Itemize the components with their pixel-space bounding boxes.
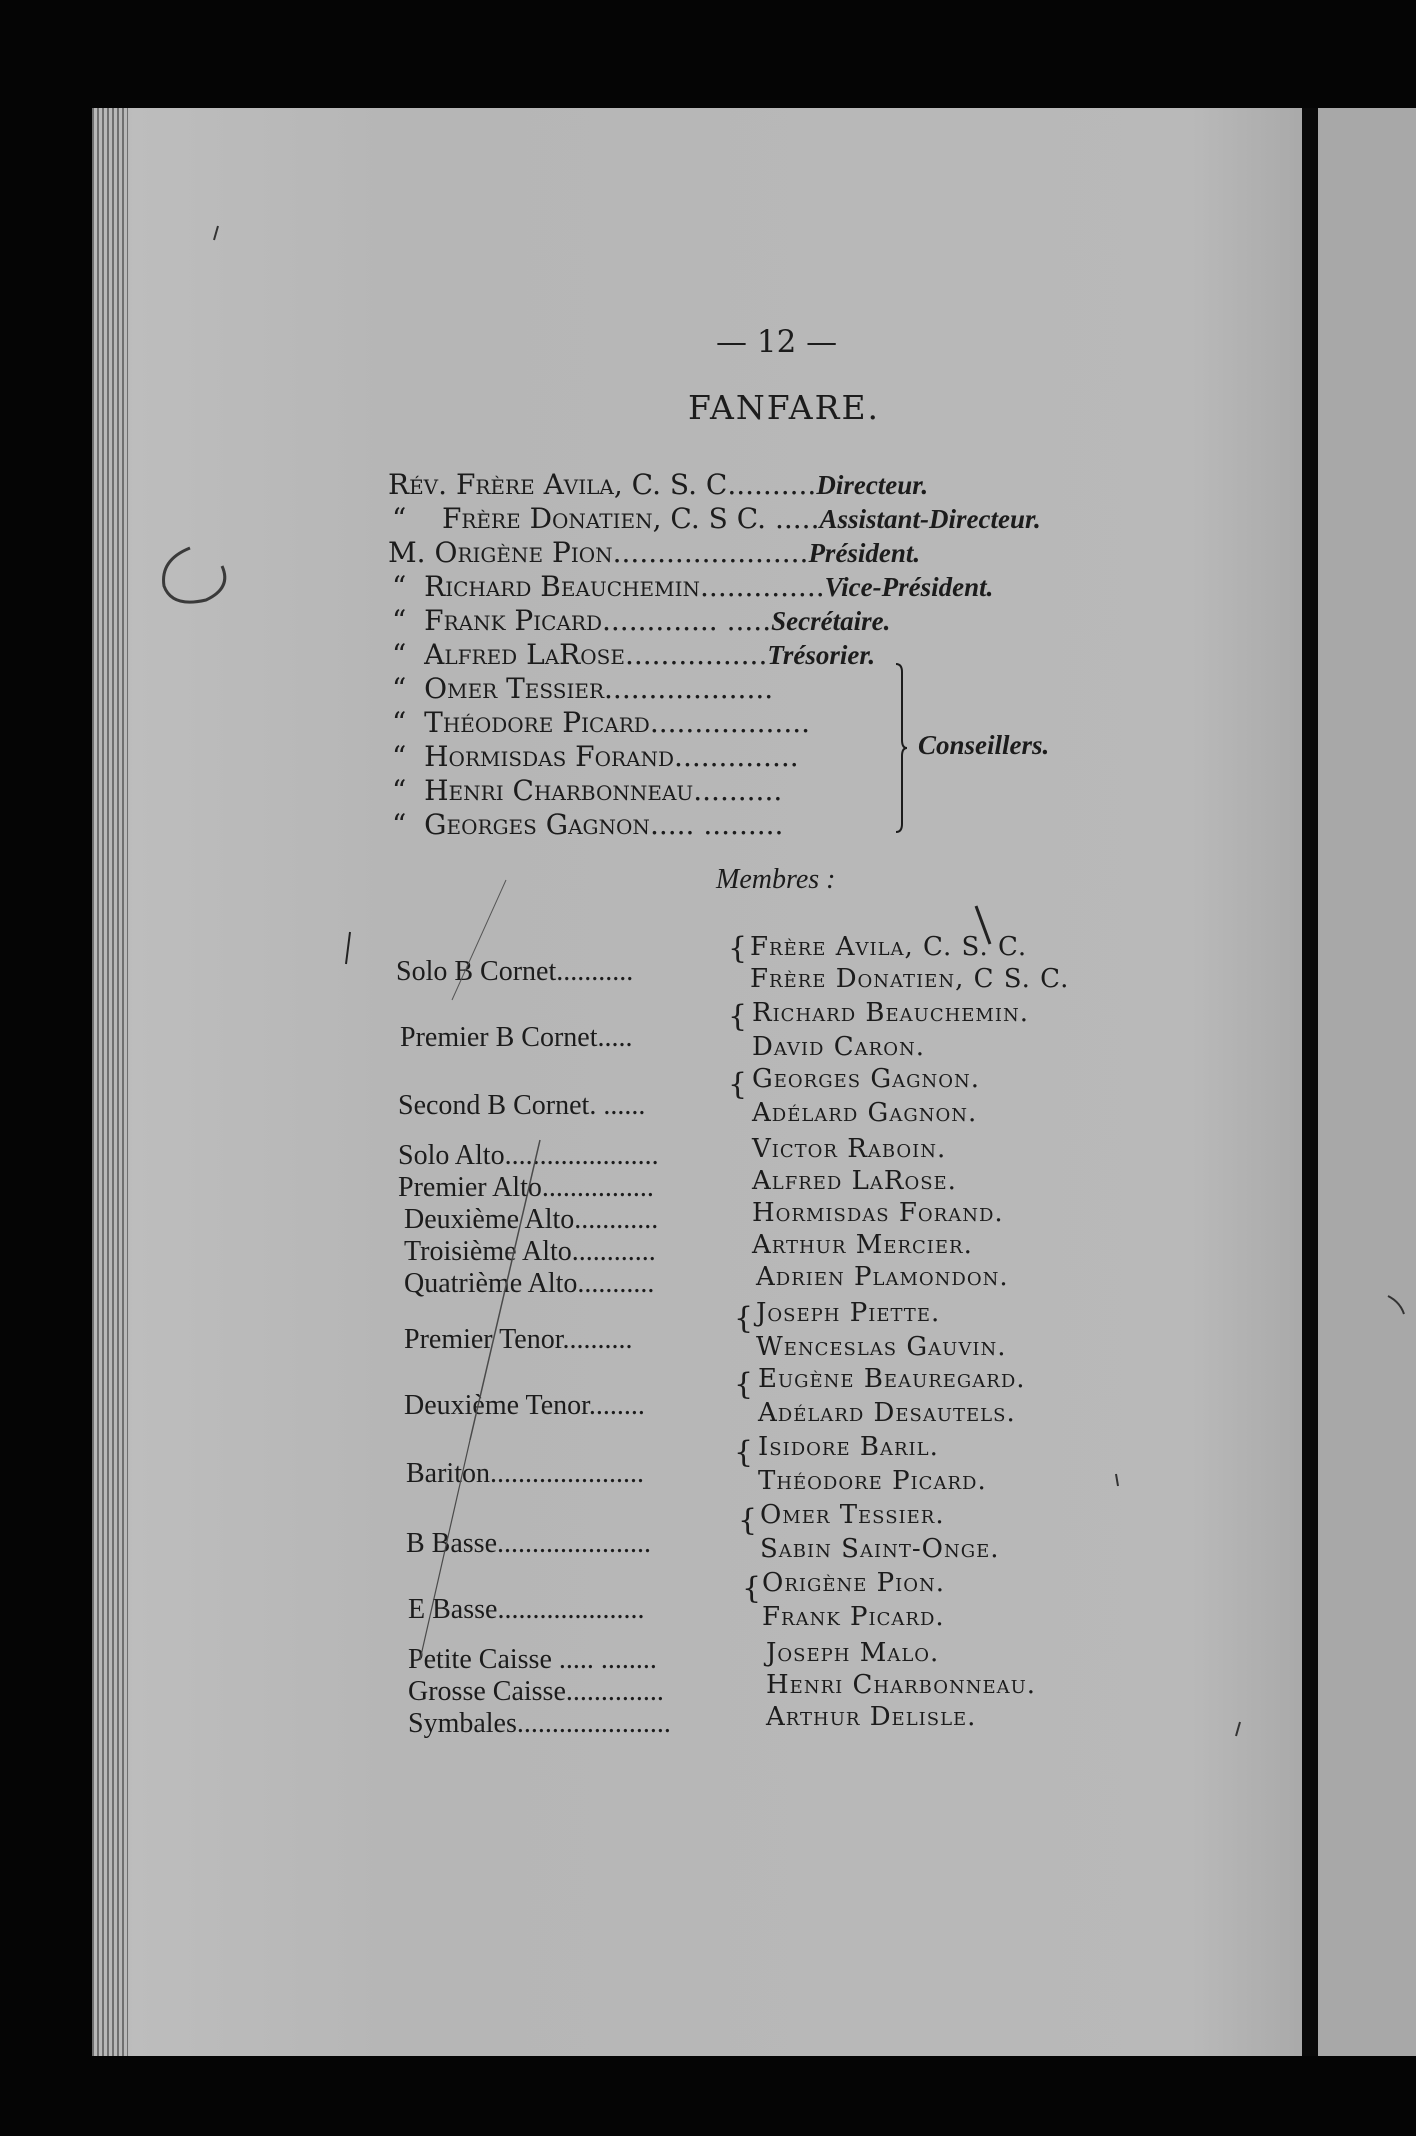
- instrument-name: Premier Tenor: [404, 1324, 563, 1355]
- player-name: Adrien Plamondon.: [756, 1262, 1009, 1292]
- leader-dots: .....: [597, 1022, 633, 1053]
- officer-role: Assistant-Directeur.: [819, 504, 1041, 534]
- officer-role: Secrétaire.: [771, 606, 891, 636]
- ditto-mark: “: [392, 604, 407, 637]
- instrument-name: B Basse: [406, 1528, 497, 1559]
- ditto-mark: “: [392, 706, 407, 739]
- member-brace: {: [728, 999, 748, 1034]
- instrument-name: Second B Cornet: [398, 1090, 590, 1121]
- leader-dots: ..........: [562, 1324, 633, 1355]
- councillor-name: Georges Gagnon: [424, 808, 650, 841]
- player-name: Arthur Delisle.: [766, 1702, 977, 1732]
- instrument-name: Deuxième Tenor: [404, 1390, 589, 1421]
- leader-dots: ......................: [490, 1458, 644, 1489]
- officer-role: Trésorier.: [767, 640, 876, 670]
- page-title: FANFARE.: [688, 388, 881, 427]
- leader-dots: ........: [588, 1390, 645, 1421]
- officer-name: Frère Avila, C. S. C: [455, 468, 728, 501]
- player-name: Théodore Picard.: [758, 1466, 987, 1496]
- instrument-name: Premier Alto: [398, 1172, 542, 1203]
- page-number: — 12 —: [716, 324, 838, 360]
- ditto-mark: “: [392, 502, 407, 535]
- member-brace: {: [728, 1067, 748, 1102]
- leader-dots: ......................: [504, 1140, 659, 1171]
- leader-dots: ................: [624, 638, 768, 671]
- officer-role: Directeur.: [816, 470, 929, 500]
- pencil-tick: [346, 932, 350, 964]
- pencil-tick: [1388, 1296, 1404, 1314]
- instrument-name: E Basse: [408, 1594, 498, 1625]
- leader-dots: ................: [541, 1172, 654, 1203]
- player-name: Adélard Gagnon.: [752, 1098, 978, 1128]
- councillor-name: Henri Charbonneau: [424, 774, 694, 807]
- pencil-stroke: [420, 1440, 470, 1660]
- leader-dots: ............: [571, 1236, 656, 1267]
- instrument-name: Solo B Cornet: [396, 956, 557, 987]
- instrument-name: Deuxième Alto: [404, 1204, 575, 1235]
- ditto-mark: “: [392, 740, 407, 773]
- player-name: Sabin Saint-Onge.: [760, 1534, 1000, 1564]
- player-name: Arthur Mercier.: [752, 1230, 973, 1260]
- player-name: Frère Donatien, C S. C.: [750, 964, 1070, 994]
- instrument-name: Symbales: [408, 1708, 517, 1739]
- member-brace: {: [734, 1435, 754, 1470]
- leader-dots: ...................: [604, 672, 774, 705]
- leader-dots: ..... .........: [649, 808, 784, 841]
- officer-role: Vice-Président.: [824, 572, 994, 602]
- instrument-name: Solo Alto: [398, 1140, 505, 1171]
- player-name: Frank Picard.: [762, 1602, 945, 1632]
- officer-name: Origène Pion: [434, 536, 613, 569]
- leader-dots: .....................: [497, 1594, 645, 1625]
- player-name: Alfred LaRose.: [752, 1166, 957, 1196]
- handwritten-circle-mark: [164, 548, 225, 602]
- officer-role: Président.: [808, 538, 921, 568]
- leader-dots: ..............: [700, 570, 825, 603]
- player-name: Victor Raboin.: [752, 1134, 947, 1164]
- player-name: Wenceslas Gauvin.: [756, 1332, 1007, 1362]
- officer-name: Frère Donatien, C. S C.: [441, 502, 767, 535]
- instrument-name: Bariton: [406, 1458, 490, 1489]
- officer-name: Richard Beauchemin: [424, 570, 701, 603]
- leader-dots: ...........: [577, 1268, 655, 1299]
- leader-dots: ......................: [497, 1528, 651, 1559]
- leader-dots: .....: [766, 502, 820, 535]
- pencil-stroke: [470, 1140, 540, 1440]
- leader-dots: ......................: [612, 536, 809, 569]
- leader-dots: ..............: [565, 1676, 664, 1707]
- member-brace: {: [728, 931, 748, 966]
- leader-dots: ............. .....: [602, 604, 772, 637]
- player-name: Frère Avila, C. S. C.: [750, 932, 1028, 962]
- pencil-stroke: [452, 880, 506, 1000]
- leader-dots: ..... ........: [551, 1644, 657, 1675]
- member-brace: {: [734, 1367, 754, 1402]
- player-name: Omer Tessier.: [760, 1500, 945, 1530]
- ditto-mark: “: [392, 672, 407, 705]
- player-name: Henri Charbonneau.: [766, 1670, 1037, 1700]
- ditto-mark: “: [392, 570, 407, 603]
- councillors-role: Conseillers.: [918, 730, 1050, 760]
- leader-dots: ...........: [556, 956, 634, 987]
- leader-dots: ............: [574, 1204, 659, 1235]
- councillor-name: Omer Tessier: [424, 672, 605, 705]
- pencil-tick: [976, 906, 990, 944]
- councillor-name: Théodore Picard: [424, 706, 650, 739]
- player-name: Joseph Malo.: [766, 1638, 940, 1668]
- instrument-name: Grosse Caisse: [408, 1676, 566, 1707]
- player-name: Eugène Beauregard.: [758, 1364, 1026, 1394]
- members-heading: Membres :: [716, 864, 836, 895]
- pencil-tick: [1236, 1722, 1240, 1736]
- ditto-mark: “: [392, 774, 407, 807]
- pencil-tick: [214, 226, 218, 240]
- player-name: Isidore Baril.: [758, 1432, 939, 1462]
- leader-dots: ......................: [516, 1708, 671, 1739]
- officer-name: Alfred LaRose: [424, 638, 625, 671]
- leader-dots: ..................: [649, 706, 811, 739]
- player-name: Adélard Desautels.: [758, 1398, 1016, 1428]
- officer-prefix: M.: [388, 536, 426, 569]
- leader-dots: ..........: [693, 774, 783, 807]
- player-name: Joseph Piette.: [756, 1298, 941, 1328]
- leader-dots: ..............: [674, 740, 799, 773]
- pencil-tick: [1116, 1474, 1118, 1486]
- instrument-name: Troisième Alto: [404, 1236, 572, 1267]
- player-name: Origène Pion.: [762, 1568, 946, 1598]
- member-brace: {: [734, 1301, 754, 1336]
- instrument-name: Premier B Cornet: [400, 1022, 598, 1053]
- player-name: Hormisdas Forand.: [752, 1198, 1004, 1228]
- leader-dots: ..........: [727, 468, 817, 501]
- ditto-mark: “: [392, 638, 407, 671]
- player-name: Georges Gagnon.: [752, 1064, 981, 1094]
- leader-dots: . ......: [589, 1090, 646, 1121]
- officer-prefix: Rév.: [388, 468, 448, 501]
- ditto-mark: “: [392, 808, 407, 841]
- instrument-name: Quatrième Alto: [404, 1268, 578, 1299]
- officer-name: Frank Picard: [424, 604, 602, 637]
- councillor-name: Hormisdas Forand: [424, 740, 675, 773]
- player-name: David Caron.: [752, 1032, 925, 1062]
- instrument-name: Petite Caisse: [408, 1644, 552, 1675]
- member-brace: {: [738, 1503, 758, 1538]
- player-name: Richard Beauchemin.: [752, 998, 1029, 1028]
- member-brace: {: [742, 1571, 762, 1606]
